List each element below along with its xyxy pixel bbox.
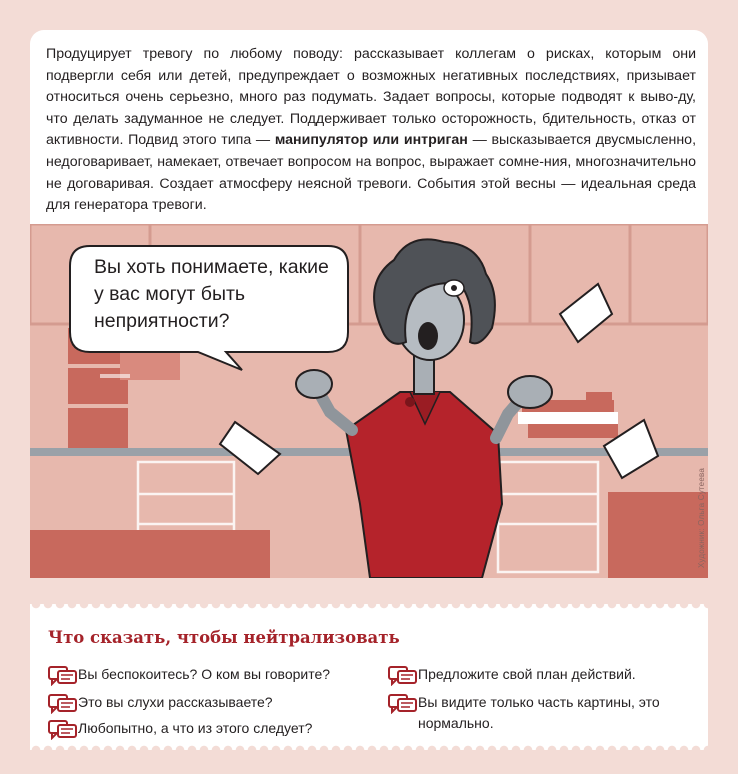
speech-bubbles-icon (48, 718, 78, 740)
intro-bold-term: манипулятор или интриган (274, 132, 468, 149)
intro-text-1: Продуцирует тревогу по любому поводу: рассказывает коллегам о рисках, которым они подвергли себя или детей, предупреждает о возможных негативных последствиях, призывает относиться очень серьезно, много раз подумать. Задает вопросы, которые подводят к выво-ду, что делать задуманное не следует. Поддерживает только осторожность, бдительность, отказ от активности. Подвид этого типа — (46, 46, 696, 149)
tip-item (48, 718, 348, 740)
speech-bubbles-icon (388, 692, 418, 714)
tip-text: Вы беспокоитесь? О ком вы говорите? (78, 666, 331, 682)
tip-item (48, 664, 348, 686)
tips-title: Что сказать, чтобы нейтрализовать (48, 628, 400, 647)
illustrator-credit: Художник: Ольга Сутеева (697, 468, 706, 568)
tip-item (48, 692, 348, 714)
illustration (30, 224, 708, 578)
tip-item (388, 664, 688, 686)
speech-bubble-text: Вы хоть понимаете, какие у вас могут быть неприятности? (94, 256, 329, 332)
tip-text: Предложите свой план действий. (418, 666, 636, 682)
tip-text: Любопытно, а что из этого следует? (78, 720, 313, 736)
tip-text: Вы видите только часть картины, это нормально. (418, 694, 660, 731)
tip-item (388, 692, 688, 734)
tips-edge-bottom (30, 742, 708, 750)
speech-bubbles-icon (388, 664, 418, 686)
article-card (30, 30, 708, 578)
speech-bubbles-icon (48, 664, 78, 686)
tip-text: Это вы слухи рассказываете? (78, 694, 273, 710)
tips-panel (30, 610, 708, 744)
speech-bubbles-icon (48, 692, 78, 714)
intro-text-2: — высказывается двусмысленно, недоговаривает, намекает, отвечает вопросом на вопрос, выражает сомне-ния, многозначительно не договаривая. Создает атмосферу неясной тревоги. События этой весны — идеальная среда для генератора тревоги. (46, 132, 697, 214)
intro-paragraph (46, 44, 696, 217)
